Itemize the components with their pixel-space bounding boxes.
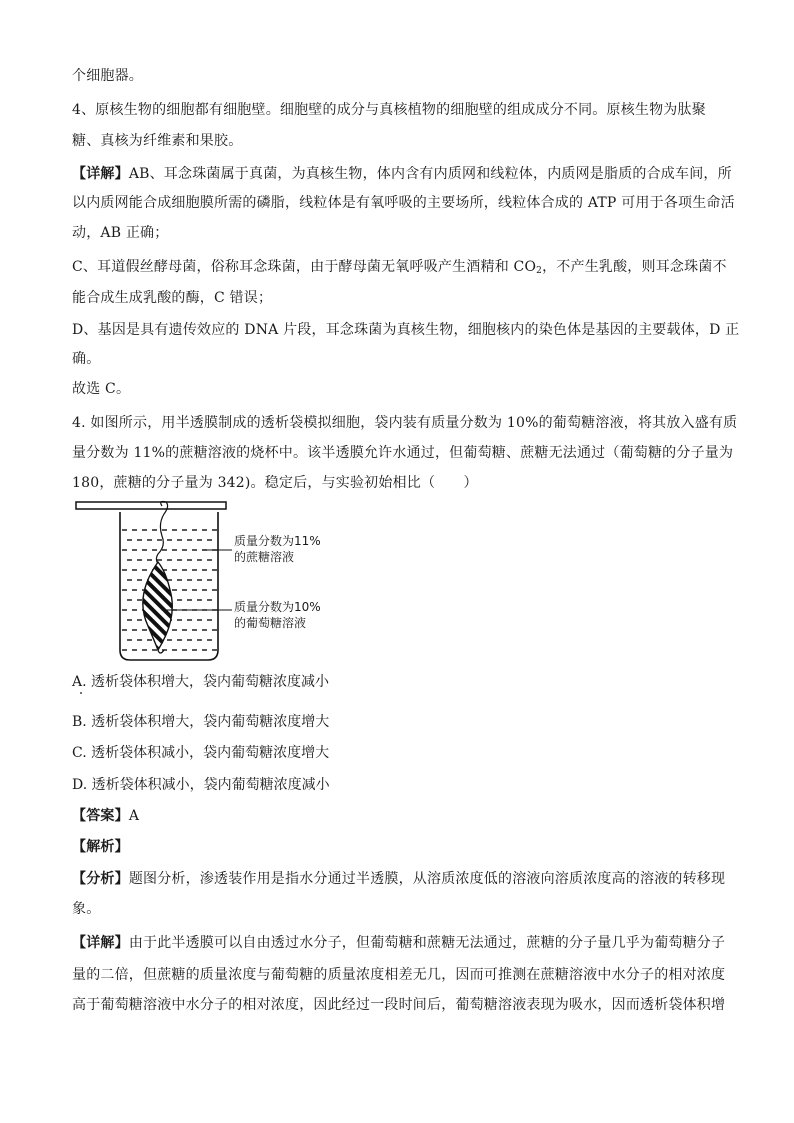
text-line: 量的二倍，但蔗糖的质量浓度与葡萄糖的质量浓度相差无几，因而可推测在蔗糖溶液中水分子的相对浓度	[72, 967, 726, 983]
answer-value: A	[128, 808, 140, 824]
text-line: 个细胞器。	[72, 68, 143, 84]
detail-line	[72, 933, 725, 953]
beaker-diagram	[74, 500, 354, 670]
text-span: C、耳道假丝酵母菌，俗称耳念珠菌，由于酵母菌无氧呼吸产生酒精和 CO	[72, 259, 537, 275]
label-sucrose-line2: 的蔗糖溶液	[234, 550, 295, 564]
detail-paragraph-line	[72, 164, 732, 184]
text-line-co2	[72, 257, 727, 277]
question-line: 180，蔗糖的分子量为 342)。稳定后，与实验初始相比（ ）	[72, 475, 478, 491]
text-span: ，不产生乳酸，则耳念珠菌不	[542, 259, 727, 275]
answer-tag: 【答案】	[72, 808, 129, 824]
string	[156, 502, 167, 567]
option-c: C. 透析袋体积减小，袋内葡萄糖浓度增大	[72, 745, 330, 761]
text-line: 以内质网能合成细胞膜所需的磷脂，线粒体是有氧呼吸的主要场所，线粒体合成的 ATP 可用于各项生命活	[72, 195, 735, 211]
analysis-tag: 【解析】	[72, 839, 129, 855]
text-line: 故选 C。	[72, 381, 131, 397]
option-d: D. 透析袋体积减小，袋内葡萄糖浓度减小	[72, 777, 330, 793]
support-rod	[76, 502, 226, 509]
option-b: B. 透析袋体积增大，袋内葡萄糖浓度增大	[72, 714, 330, 730]
beaker-figure	[74, 500, 354, 670]
detail-tag-2: 【详解】	[72, 935, 129, 951]
analysis-line	[72, 869, 725, 889]
text-line: 象。	[72, 901, 101, 917]
question-line: 4. 如图所示，用半透膜制成的透析袋模拟细胞，袋内装有质量分数为 10%的葡萄糖溶液，将其放入盛有质	[72, 415, 738, 431]
question-line: 量分数为 11%的蔗糖溶液的烧杯中。该半透膜允许水通过，但葡萄糖、蔗糖无法通过（葡萄糖的分子量为	[72, 445, 734, 461]
stray-dot	[80, 692, 82, 694]
option-a: A. 透析袋体积增大，袋内葡萄糖浓度减小	[72, 674, 330, 690]
text-line: D、基因是具有遗传效应的 DNA 片段，耳念珠菌为真核生物，细胞核内的染色体是基因的主要载体，D 正	[72, 322, 740, 338]
text-line: 能合成生成乳酸的酶，C 错误；	[72, 290, 273, 306]
text-line: 确。	[72, 351, 101, 367]
label-glucose-line2: 的葡萄糖溶液	[234, 616, 307, 630]
label-sucrose-line1: 质量分数为11%	[234, 534, 321, 548]
answer-line	[72, 806, 139, 826]
label-glucose-line1: 质量分数为10%	[234, 600, 321, 614]
text-line: 4、原核生物的细胞都有细胞壁。细胞壁的成分与真核植物的细胞壁的组成成分不同。原核生物为肽聚	[72, 102, 706, 118]
detail-tag: 【详解】	[72, 166, 129, 182]
text-line: 高于葡萄糖溶液中水分子的相对浓度，因此经过一段时间后，葡萄糖溶液表现为吸水，因而透析袋体积增	[72, 997, 726, 1013]
text-line: 动，AB 正确；	[72, 225, 169, 241]
subscript: 2	[536, 266, 543, 276]
analysis-heading	[72, 837, 129, 857]
text-span: AB、耳念珠菌属于真菌，为真核生物，体内含有内质网和线粒体，内质网是脂质的合成车间，所	[128, 166, 732, 182]
text-span: 题图分析，渗透装作用是指水分通过半透膜，从溶质浓度低的溶液向溶质浓度高的溶液的转移现	[128, 871, 726, 887]
fenxi-tag: 【分析】	[72, 871, 129, 887]
dialysis-bag	[143, 562, 172, 650]
text-span: 由于此半透膜可以自由透过水分子，但葡萄糖和蔗糖无法通过，蔗糖的分子量几乎为葡萄糖分子	[128, 935, 726, 951]
text-line: 糖、真核为纤维素和果胶。	[72, 133, 243, 149]
